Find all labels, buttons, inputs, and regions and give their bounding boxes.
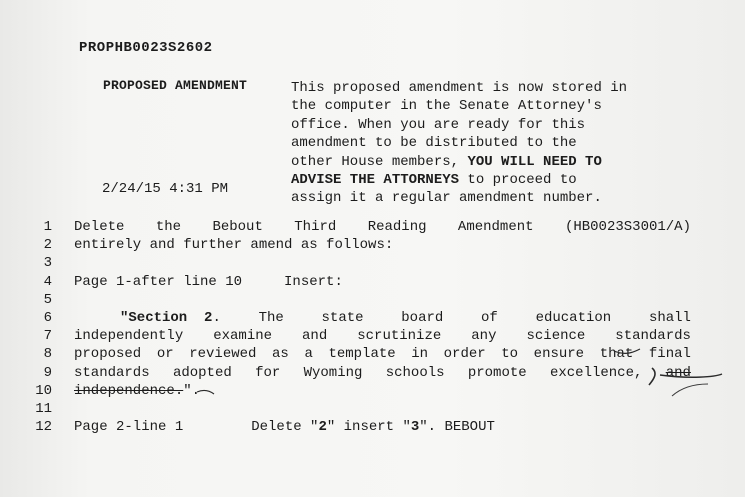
word: ensure bbox=[533, 346, 585, 363]
section-heading bbox=[120, 309, 221, 327]
line-number: 12 bbox=[35, 419, 52, 436]
word: examine bbox=[213, 328, 273, 345]
word: Delete bbox=[74, 219, 125, 235]
old-number: 2 bbox=[318, 419, 327, 436]
notice-line-3: office. When you are ready for this bbox=[291, 116, 586, 133]
word: Amendment bbox=[457, 219, 534, 235]
word: any bbox=[471, 328, 497, 345]
line-number: 6 bbox=[43, 309, 52, 326]
word: independently bbox=[74, 328, 184, 345]
word: to bbox=[501, 346, 519, 363]
word: Bebout bbox=[212, 219, 263, 235]
line-text bbox=[74, 345, 691, 363]
storage-notice bbox=[291, 79, 711, 208]
line-row bbox=[0, 273, 745, 291]
word: order bbox=[443, 346, 486, 363]
word: education bbox=[535, 309, 612, 326]
word: scrutinize bbox=[357, 328, 442, 345]
word: excellence, bbox=[549, 364, 643, 381]
notice-line-5 bbox=[291, 153, 711, 171]
page-location: Page 1-after line 10 bbox=[74, 273, 243, 290]
new-number: 3 bbox=[410, 419, 420, 436]
word: for bbox=[255, 364, 281, 381]
text-part: Delete " bbox=[251, 419, 319, 436]
word: final bbox=[648, 346, 691, 363]
word: board bbox=[401, 309, 444, 326]
line-row bbox=[0, 382, 745, 400]
delete-instruction bbox=[251, 419, 495, 435]
notice-line-2: the computer in the Senate Attorney's bbox=[291, 98, 602, 115]
page-location: Page 2-line 1 bbox=[74, 419, 184, 436]
notice-line-5-bold: YOU WILL NEED TO bbox=[467, 153, 602, 170]
word: the bbox=[155, 219, 182, 235]
line-number: 2 bbox=[43, 237, 52, 254]
word: or bbox=[156, 346, 174, 363]
line-number: 8 bbox=[43, 346, 52, 363]
line-row bbox=[0, 218, 745, 236]
word: and bbox=[302, 328, 328, 345]
word: shall bbox=[648, 309, 691, 326]
text-part: " insert " bbox=[326, 419, 411, 436]
word: template bbox=[328, 346, 396, 363]
line-row bbox=[0, 291, 745, 309]
word: of bbox=[481, 309, 498, 326]
word: Third bbox=[294, 219, 337, 235]
word: The bbox=[258, 309, 284, 326]
line-number: 9 bbox=[43, 364, 52, 381]
word: Wyoming bbox=[303, 364, 363, 381]
word: standards bbox=[74, 364, 150, 381]
line-row bbox=[0, 254, 745, 272]
line-number: 7 bbox=[43, 328, 52, 345]
notice-line-5-text: other House members, bbox=[291, 153, 468, 170]
line-row bbox=[0, 345, 745, 363]
struck-word: independence. bbox=[74, 382, 184, 399]
line-text bbox=[74, 327, 691, 345]
notice-line-6-bold: ADVISE THE ATTORNEYS bbox=[291, 172, 460, 189]
line-row bbox=[0, 327, 745, 345]
line-number: 3 bbox=[43, 255, 52, 272]
struck-word: and bbox=[665, 364, 691, 381]
line-row bbox=[0, 400, 745, 418]
line-number: 4 bbox=[43, 273, 52, 290]
word: as bbox=[272, 346, 289, 363]
notice-line-4: amendment to be distributed to the bbox=[291, 135, 577, 152]
word: standards bbox=[615, 328, 691, 345]
closing-quote: ". bbox=[183, 382, 201, 399]
line-row bbox=[0, 236, 745, 254]
line-number: 11 bbox=[35, 400, 52, 417]
sponsor-name: ". BEBOUT bbox=[419, 419, 495, 436]
word: that bbox=[599, 346, 634, 363]
insert-instruction: Insert: bbox=[284, 273, 343, 290]
word: proposed bbox=[74, 346, 142, 363]
word: science bbox=[526, 328, 586, 345]
line-text bbox=[74, 273, 691, 291]
word: adopted bbox=[172, 364, 232, 381]
line-row bbox=[0, 418, 745, 436]
section-word: "Section bbox=[120, 309, 188, 326]
notice-line-1: This proposed amendment is now stored in bbox=[291, 80, 628, 96]
line-row bbox=[0, 364, 745, 382]
line-text: entirely and further amend as follows: bbox=[74, 237, 394, 254]
timestamp: 2/24/15 4:31 PM bbox=[102, 181, 229, 197]
line-text bbox=[74, 309, 691, 327]
line-number: 1 bbox=[43, 219, 52, 235]
notice-line-6 bbox=[291, 171, 711, 189]
line-row bbox=[0, 309, 745, 327]
word: promote bbox=[467, 364, 527, 381]
line-text bbox=[74, 382, 691, 400]
line-text bbox=[74, 218, 691, 236]
line-text bbox=[74, 418, 691, 436]
bill-code: PROPHB0023S2602 bbox=[79, 40, 213, 56]
word: in bbox=[411, 346, 429, 363]
proposed-amendment-label: PROPOSED AMENDMENT bbox=[103, 78, 248, 93]
word: . bbox=[212, 309, 221, 326]
line-text bbox=[74, 364, 691, 382]
notice-line-6-text: to proceed to bbox=[459, 172, 577, 189]
line-number: 5 bbox=[43, 291, 52, 308]
amendment-body bbox=[0, 218, 745, 436]
word: Reading bbox=[367, 219, 427, 235]
word: reviewed bbox=[189, 346, 257, 363]
word: schools bbox=[385, 364, 445, 381]
line-number: 10 bbox=[35, 382, 52, 399]
word: (HB0023S3001/A) bbox=[564, 219, 691, 235]
word: a bbox=[304, 346, 313, 363]
section-number: 2 bbox=[204, 309, 213, 326]
word: state bbox=[321, 309, 364, 326]
notice-line-7: assign it a regular amendment number. bbox=[291, 190, 602, 207]
